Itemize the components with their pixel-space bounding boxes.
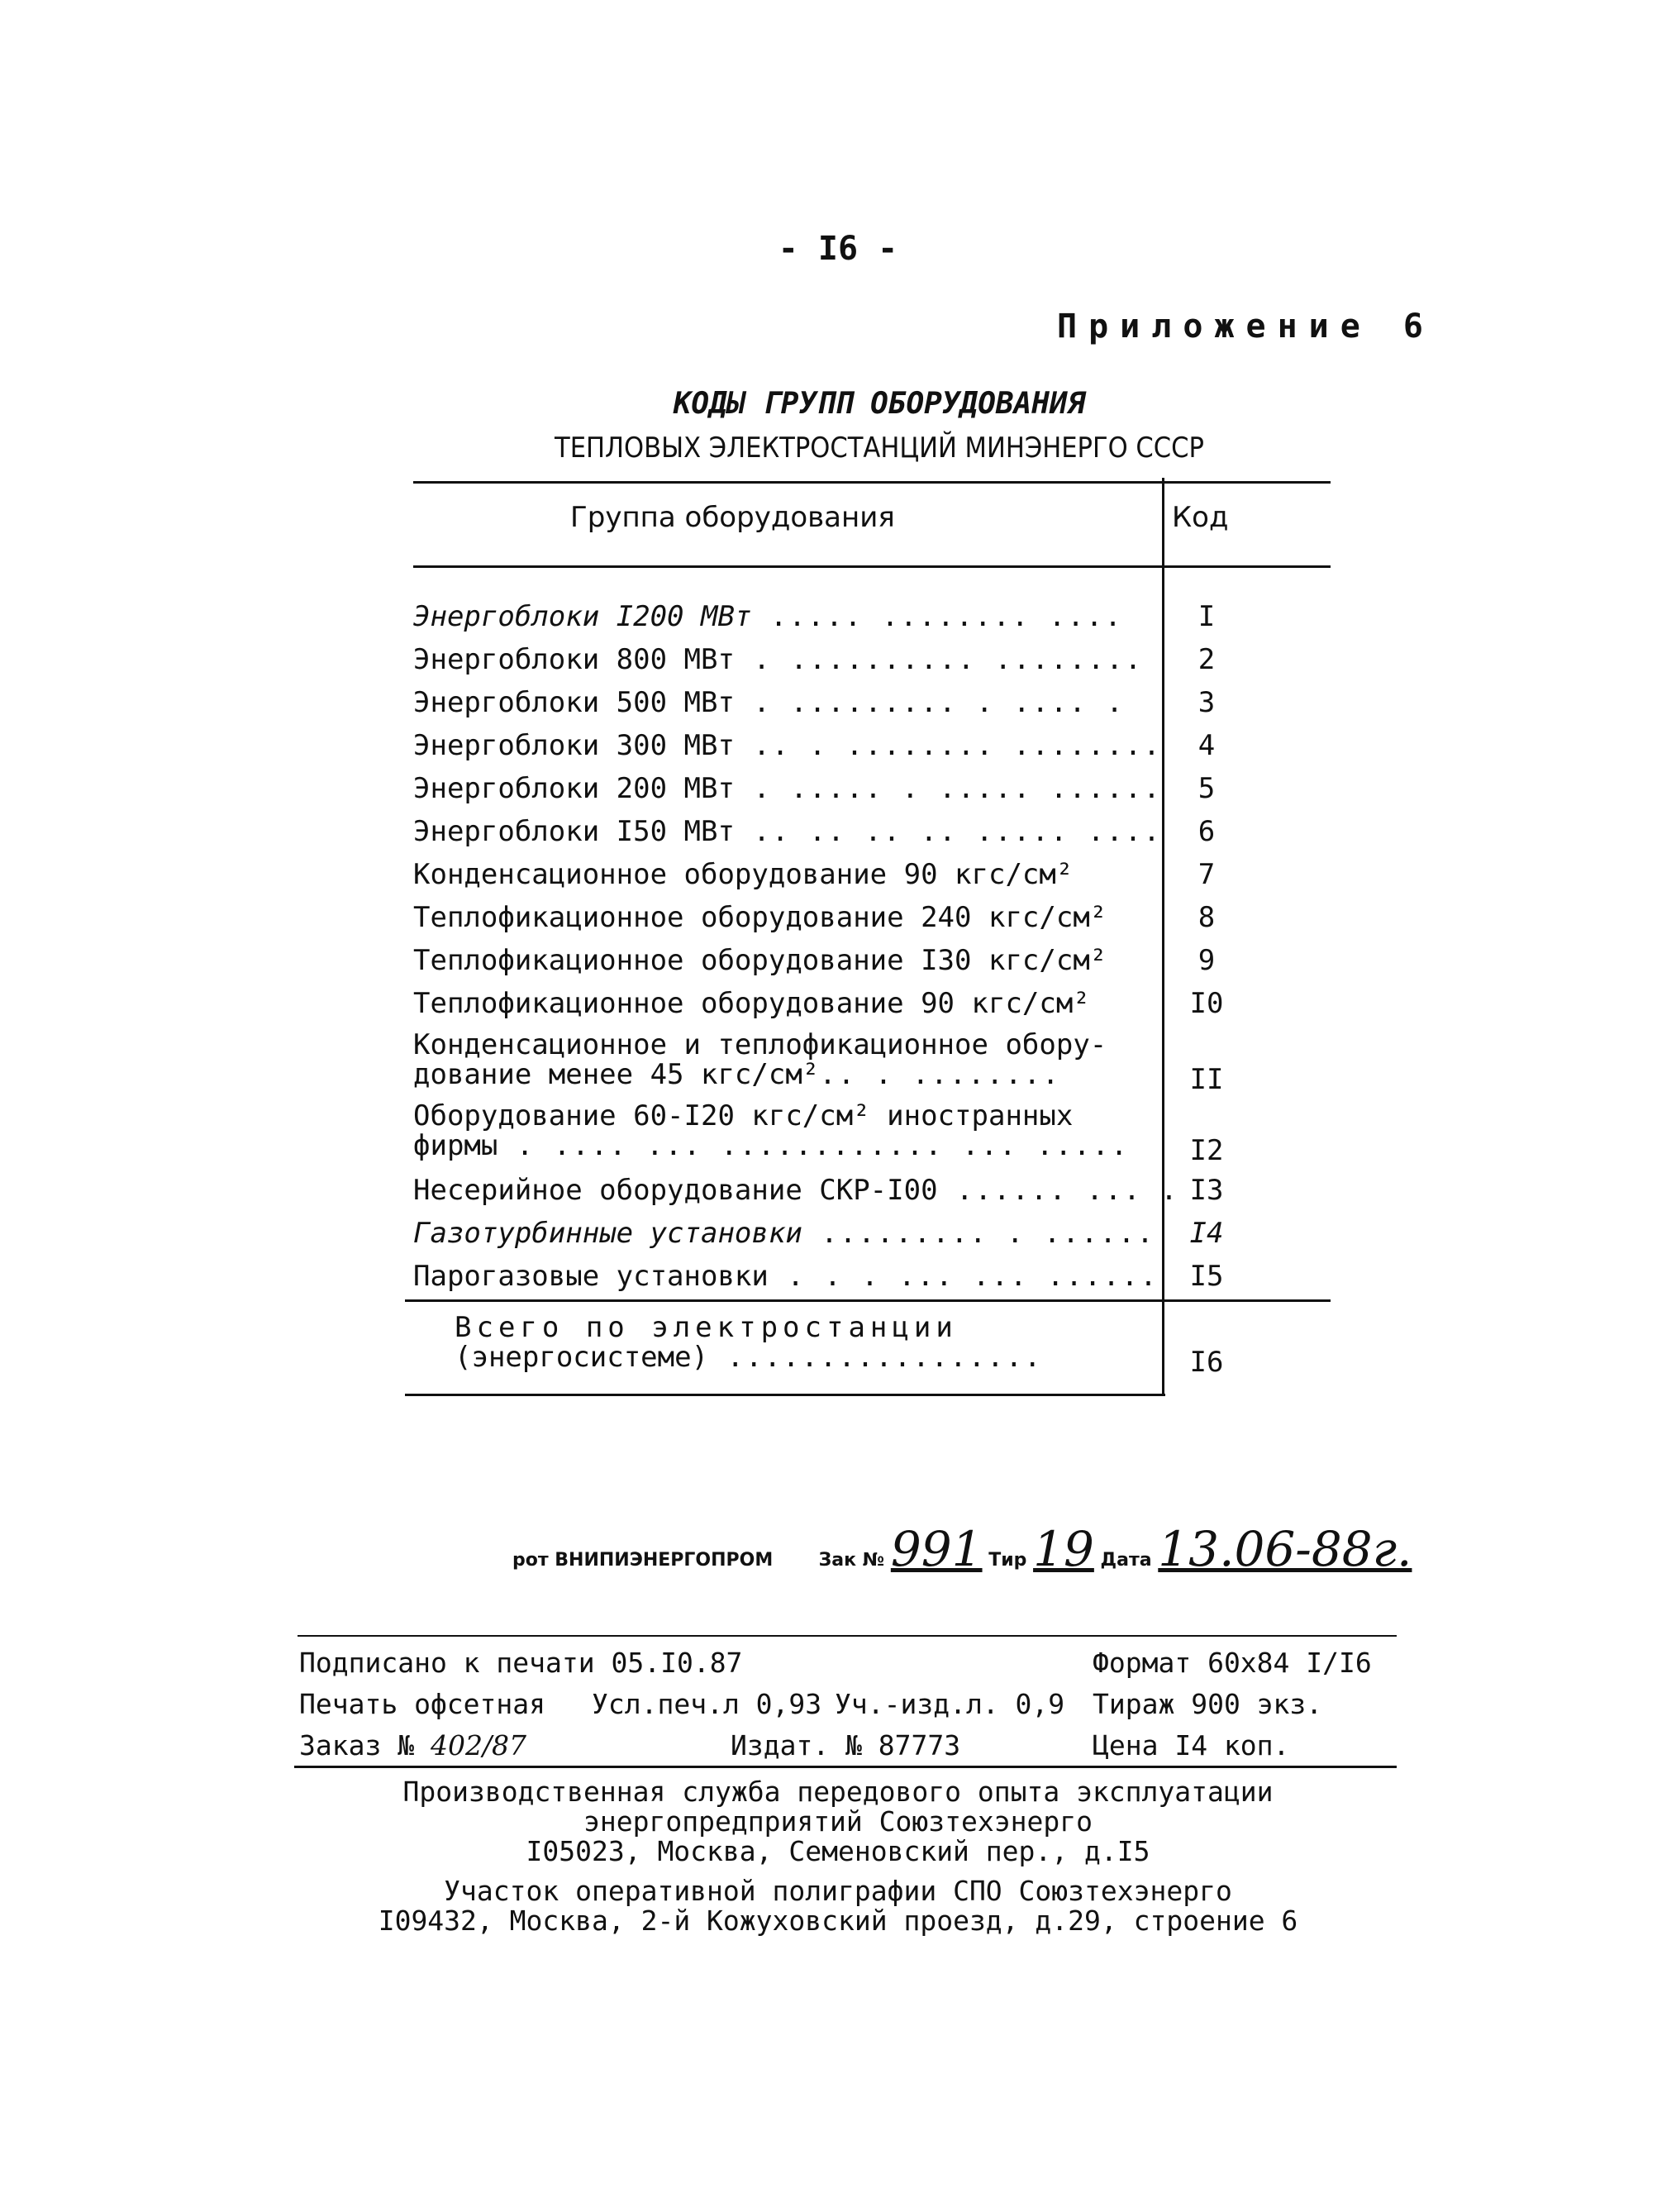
table-row	[413, 1260, 1273, 1303]
imprint-bottom-rule	[294, 1766, 1397, 1768]
row-dots: . ..... . ..... ......	[734, 772, 1162, 805]
row-name-line-2: дование менее 45 кгс/см²	[413, 1058, 820, 1091]
table-header-rule	[413, 565, 1331, 568]
imprint-tirazh: Тираж 900 экз.	[1093, 1688, 1323, 1720]
row-code: 6	[1197, 815, 1216, 848]
imprint-top-rule	[298, 1635, 1397, 1637]
row-code: I3	[1189, 1174, 1224, 1207]
row-name: Энергоблоки 300 МВт	[413, 729, 735, 762]
imprint-printer-2: I09432, Москва, 2-й Кожуховский проезд, д.29, строение 6	[378, 1905, 1298, 1937]
row-dots: . ......... . .... .	[734, 686, 1125, 719]
imprint-print-type: Печать офсетная	[299, 1688, 546, 1720]
table-row	[413, 987, 1273, 1030]
row-code: I0	[1189, 987, 1224, 1020]
row-dots: .................	[708, 1341, 1043, 1374]
row-dots: . .... ... ............ ... .....	[498, 1129, 1130, 1162]
imprint-signed: Подписано к печати 05.I0.87	[299, 1647, 743, 1679]
row-name: Энергоблоки I50 МВт	[413, 815, 735, 848]
table-row	[413, 772, 1273, 815]
table-top-rule	[413, 481, 1331, 484]
row-code: I	[1197, 600, 1216, 633]
table-bottom-rule	[405, 1394, 1165, 1396]
row-name: Парогазовые установки	[413, 1260, 769, 1293]
row-code: 2	[1197, 643, 1216, 676]
row-code: 4	[1197, 729, 1216, 762]
table-row	[413, 858, 1273, 901]
appendix-label: Приложение 6	[1057, 307, 1435, 346]
column-header-code: Код	[1172, 501, 1229, 534]
row-name-line-1: Всего по электростанции	[455, 1311, 958, 1344]
imprint-order-label: Заказ №	[299, 1729, 415, 1761]
imprint-publisher-2: энергопредприятий Союзтехэнерго	[583, 1805, 1093, 1838]
stamp-run-value: 19	[1033, 1521, 1094, 1577]
stamp-order-value: 991	[890, 1521, 983, 1577]
title-line-1: КОДЫ ГРУПП ОБОРУДОВАНИЯ	[673, 387, 1086, 421]
imprint-price: Цена I4 коп.	[1093, 1729, 1290, 1761]
print-stamp	[512, 1521, 1412, 1577]
table-row	[413, 1174, 1273, 1217]
imprint-order	[299, 1729, 526, 1761]
row-name: Теплофикационное оборудование 90 кгс/см²	[413, 987, 1090, 1020]
row-name: Энергоблоки 200 МВт	[413, 772, 735, 805]
title-line-2: ТЕПЛОВЫХ ЭЛЕКТРОСТАНЦИЙ МИНЭНЕРГО СССР	[555, 431, 1204, 465]
row-code: 5	[1197, 772, 1216, 805]
row-code: II	[1189, 1063, 1224, 1096]
stamp-run-label: Тир	[988, 1550, 1027, 1571]
table-row	[413, 1217, 1273, 1260]
row-code: 9	[1197, 944, 1216, 977]
table-row	[413, 643, 1273, 686]
row-code: 3	[1197, 686, 1216, 719]
row-code: I4	[1189, 1217, 1224, 1250]
row-code: 7	[1197, 858, 1216, 891]
row-name: Энергоблоки 800 МВт	[413, 643, 735, 676]
row-name: Энергоблоки 500 МВт	[413, 686, 735, 719]
stamp-date-label: Дата	[1100, 1550, 1152, 1571]
row-name: Теплофикационное оборудование 240 кгс/см²	[413, 901, 1107, 934]
table-row	[413, 729, 1273, 772]
imprint-format: Формат 60x84 I/I6	[1093, 1647, 1372, 1679]
row-dots: ..... ........ ....	[751, 600, 1123, 633]
row-code: 8	[1197, 901, 1216, 934]
stamp-date-value: 13.06-88г.	[1158, 1521, 1412, 1577]
row-name: Газотурбинные установки	[413, 1217, 802, 1250]
row-name-line-1: Конденсационное и теплофикационное обору-	[413, 1028, 1107, 1061]
row-code: I6	[1189, 1346, 1224, 1379]
table-row	[413, 901, 1273, 944]
row-dots: . . . ... ... ......	[768, 1260, 1159, 1293]
imprint-publisher-3: I05023, Москва, Семеновский пер., д.I5	[526, 1835, 1150, 1867]
table-row	[413, 600, 1273, 643]
row-name: Энергоблоки I200 МВт	[413, 600, 752, 633]
table-row	[413, 686, 1273, 729]
stamp-order-label: Зак №	[818, 1550, 885, 1571]
row-name-line-2: фирмы	[413, 1129, 498, 1162]
row-dots: .. . ........	[819, 1058, 1061, 1091]
row-code: I2	[1189, 1134, 1224, 1167]
imprint-izdat: Издат. № 87773	[731, 1729, 961, 1761]
row-dots: ......... . ......	[802, 1217, 1155, 1250]
row-code: I5	[1189, 1260, 1224, 1293]
imprint-usl: Усл.печ.л 0,93	[592, 1688, 822, 1720]
row-name: Несерийное оборудование СКР-I00	[413, 1174, 938, 1207]
row-name-line-2: (энергосистеме)	[455, 1341, 709, 1374]
table-row	[413, 815, 1273, 858]
imprint-printer-1: Участок оперативной полиграфии СПО Союзтехэнерго	[444, 1875, 1232, 1907]
row-dots: .. .. .. .. ..... ....	[734, 815, 1162, 848]
row-dots: . .......... ........	[734, 643, 1144, 676]
imprint-order-value: 402/87	[430, 1729, 527, 1761]
table-row-total	[455, 1313, 1314, 1385]
table-row	[413, 1030, 1273, 1103]
stamp-org: рот ВНИПИЭНЕРГОПРОМ	[512, 1550, 774, 1571]
row-dots: ...... ... .	[937, 1174, 1179, 1207]
table-row	[413, 1101, 1273, 1174]
table-row	[413, 944, 1273, 987]
row-name-line-1: Оборудование 60-I20 кгс/см² иностранных	[413, 1099, 1074, 1132]
page-number: - I6 -	[778, 230, 898, 268]
row-dots: .. . ........ ........	[734, 729, 1162, 762]
imprint-publisher-1: Производственная служба передового опыта эксплуатации	[402, 1776, 1274, 1808]
row-name: Конденсационное оборудование 90 кгс/см²	[413, 858, 1074, 891]
column-header-group: Группа оборудования	[570, 501, 895, 534]
imprint-uch: Уч.-изд.л. 0,9	[835, 1688, 1065, 1720]
row-name: Теплофикационное оборудование I30 кгс/см²	[413, 944, 1107, 977]
